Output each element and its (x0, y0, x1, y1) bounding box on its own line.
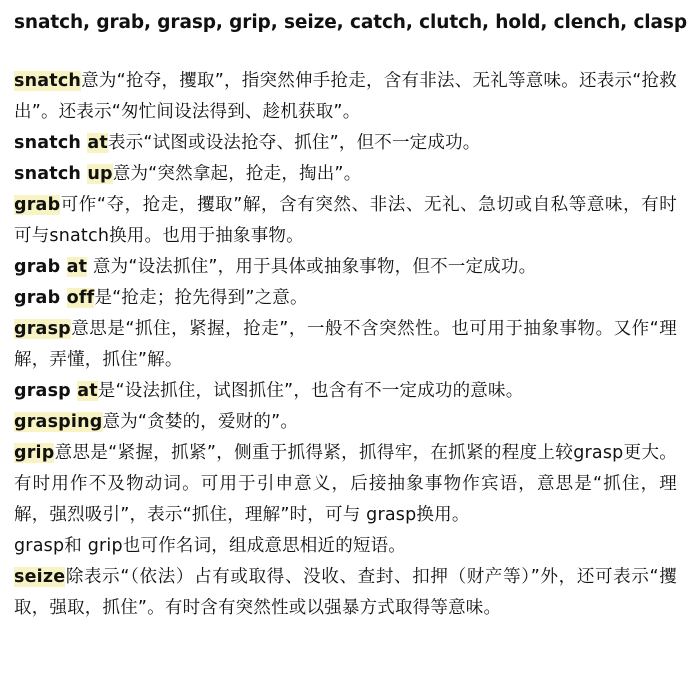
highlighted-term: off (66, 288, 95, 308)
highlighted-term: grasp (14, 319, 71, 339)
entry-grasp (14, 314, 677, 376)
highlighted-term: at (66, 257, 88, 277)
highlighted-term: at (77, 381, 98, 401)
entry-definition: 意为“抢夺，攫取”，指突然伸手抢走，含有非法、无礼等意味。还表示“抢救出”。还表示“匆忙间设法得到、趁机获取”。 (14, 71, 677, 122)
entry-word: snatch (14, 133, 88, 153)
entry-word: grab (14, 288, 67, 308)
highlighted-term: at (87, 133, 108, 153)
entry-grasp-at (14, 376, 677, 407)
entry-definition: 是“抢走；抢先得到”之意。 (94, 288, 308, 308)
highlighted-term: snatch (14, 71, 82, 91)
entry-grasp-grip-nouns (14, 531, 677, 562)
entry-definition: 表示“试图或设法抢夺、抓住”，但不一定成功。 (107, 133, 481, 153)
highlighted-term: up (87, 164, 113, 184)
entry-snatch (14, 66, 677, 128)
highlighted-term: seize (14, 567, 66, 587)
entry-definition: 是“设法抓住，试图抓住”，也含有不一定成功的意味。 (97, 381, 524, 401)
page-title: snatch, grab, grasp, grip, seize, catch, clutch, hold, clench, clasp (14, 12, 687, 33)
entry-definition: 意为“贪婪的，爱财的”。 (102, 412, 299, 432)
entry-definition: 意思是“抓住，紧握，抢走”，一般不含突然性。也可用于抽象事物。又作“理解，弄懂，抓住”解。 (14, 319, 677, 370)
entry-grab (14, 190, 677, 252)
entry-word: snatch (14, 164, 88, 184)
entry-word: grasp (14, 381, 78, 401)
entry-grip (14, 438, 677, 531)
entry-definition: grasp和 grip也可作名词，组成意思相近的短语。 (14, 536, 406, 556)
entry-definition: 意思是“紧握，抓紧”，侧重于抓得紧，抓得牢，在抓紧的程度上较grasp更大。有时用作不及物动词。可用于引申意义，后接抽象事物作宾语，意思是“抓住，理解，强烈吸引”，表示“抓住，理解”时，可与 grasp换用。 (14, 443, 677, 525)
entry-seize (14, 562, 677, 624)
highlighted-term: grasping (14, 412, 103, 432)
entry-snatch-at (14, 128, 677, 159)
entry-grab-at (14, 252, 677, 283)
entry-snatch-up (14, 159, 677, 190)
entry-definition: 除表示“（依法）占有或取得、没收、查封、扣押（财产等）”外，还可表示“攫取，强取，抓住”。有时含有突然性或以强暴方式取得等意味。 (14, 567, 677, 618)
highlighted-term: grip (14, 443, 55, 463)
entry-grab-off (14, 283, 677, 314)
entry-definition: 意为“突然拿起，抢走，掏出”。 (112, 164, 362, 184)
entry-definition: 可作“夺，抢走，攫取”解，含有突然、非法、无礼、急切或自私等意味，有时可与snatch换用。也用于抽象事物。 (14, 195, 677, 246)
entry-definition: 意为“设法抓住”，用于具体或抽象事物，但不一定成功。 (87, 257, 537, 277)
entry-word: grab (14, 257, 67, 277)
highlighted-term: grab (14, 195, 61, 215)
entry-grasping (14, 407, 677, 438)
